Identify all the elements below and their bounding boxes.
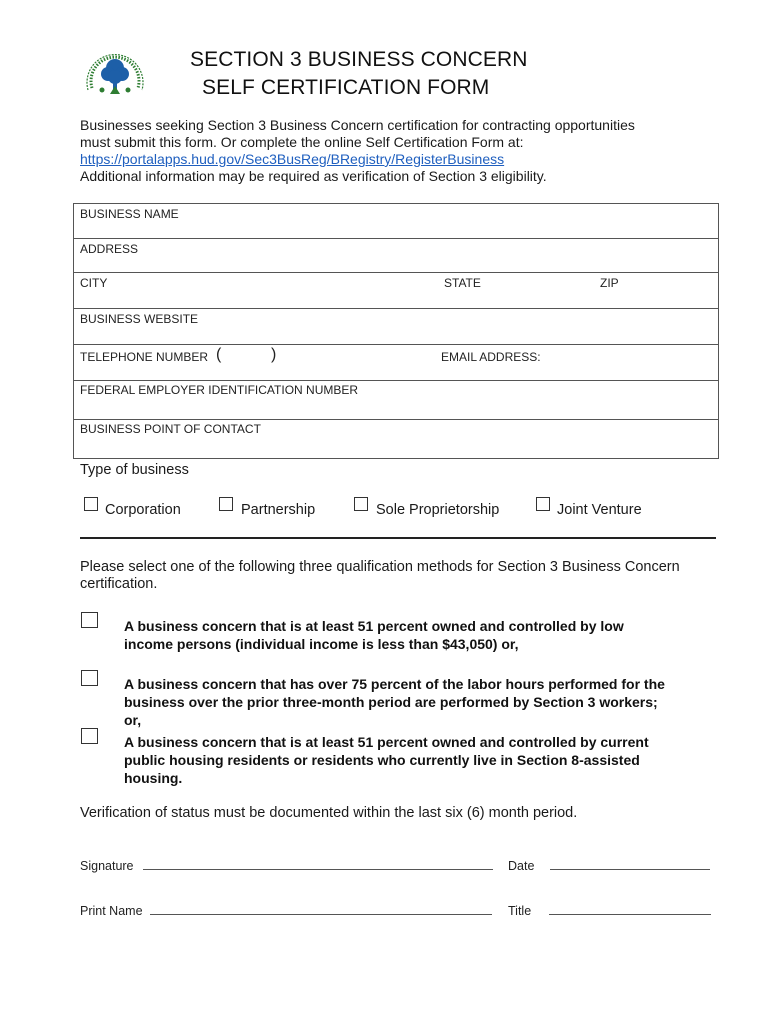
- business-name-field[interactable]: [74, 204, 718, 239]
- point-of-contact-field[interactable]: [74, 420, 718, 460]
- partnership-label: Partnership: [241, 502, 316, 518]
- print-name-line[interactable]: [150, 903, 492, 915]
- website-label: BUSINESS WEBSITE: [80, 312, 199, 326]
- telephone-label: TELEPHONE NUMBER: [80, 350, 209, 364]
- address-field[interactable]: [74, 239, 718, 273]
- phone-email-row: [74, 345, 718, 381]
- title-line[interactable]: [549, 903, 711, 915]
- title-row: [508, 903, 711, 918]
- qualification-intro-line2: certification.: [80, 576, 158, 592]
- zip-label: ZIP: [600, 276, 619, 290]
- qualification-option1-line1: A business concern that is at least 51 percent owned and controlled by low: [124, 618, 624, 634]
- signature-line[interactable]: [143, 858, 493, 870]
- address-label: ADDRESS: [80, 242, 139, 256]
- section-divider: [80, 537, 716, 539]
- qualification-option2-line2: business over the prior three-month period are performed by Section 3 workers;: [124, 694, 658, 710]
- business-info-table: [73, 203, 719, 459]
- qualification-option1-checkbox[interactable]: [81, 612, 98, 628]
- date-row: [508, 858, 710, 873]
- sole-proprietorship-checkbox[interactable]: [354, 497, 368, 511]
- corporation-label: Corporation: [105, 502, 181, 518]
- form-title-line1: SECTION 3 BUSINESS CONCERN: [190, 48, 528, 71]
- title-label: Title: [508, 904, 532, 918]
- qualification-option3-checkbox[interactable]: [81, 728, 98, 744]
- qualification-intro-line1: Please select one of the following three qualification methods for Section 3 Business Concern: [80, 559, 680, 575]
- paren-open: (: [216, 346, 222, 363]
- fein-field[interactable]: [74, 381, 718, 420]
- qualification-option1-line2: income persons (individual income is less than $43,050) or,: [124, 636, 519, 652]
- date-label: Date: [508, 859, 535, 873]
- contact-label: BUSINESS POINT OF CONTACT: [80, 422, 261, 436]
- business-type-label: Type of business: [80, 462, 189, 478]
- business-website-field[interactable]: [74, 309, 718, 345]
- joint-venture-checkbox[interactable]: [536, 497, 550, 511]
- registration-link[interactable]: https://portalapps.hud.gov/Sec3BusReg/BRegistry/RegisterBusiness: [80, 151, 505, 167]
- city-label: CITY: [80, 276, 108, 290]
- date-line[interactable]: [550, 858, 710, 870]
- joint-venture-label: Joint Venture: [557, 502, 642, 518]
- qualification-option3-line3: housing.: [124, 770, 183, 786]
- intro-line1: Businesses seeking Section 3 Business Concern certification for contracting opportunities: [80, 117, 635, 133]
- fein-label: FEDERAL EMPLOYER IDENTIFICATION NUMBER: [80, 383, 359, 397]
- signature-row: [80, 858, 493, 873]
- city-state-zip-row: [74, 273, 718, 309]
- qualification-option3-line1: A business concern that is at least 51 percent owned and controlled by current: [124, 734, 649, 750]
- verification-note: Verification of status must be documented within the last six (6) month period.: [80, 805, 578, 821]
- qualification-option2-line3: or,: [124, 712, 142, 728]
- qualification-option2-line1: A business concern that has over 75 percent of the labor hours performed for the: [124, 676, 665, 692]
- state-label: STATE: [444, 276, 481, 290]
- qualification-option3-line2: public housing residents or residents who currently live in Section 8-assisted: [124, 752, 640, 768]
- intro-line2: must submit this form. Or complete the online Self Certification Form at:: [80, 134, 524, 150]
- signature-label: Signature: [80, 859, 134, 873]
- business-name-label: BUSINESS NAME: [80, 207, 179, 221]
- partnership-checkbox[interactable]: [219, 497, 233, 511]
- sole-proprietorship-label: Sole Proprietorship: [376, 502, 500, 518]
- print-name-row: [80, 903, 492, 918]
- intro-line4: Additional information may be required as verification of Section 3 eligibility.: [80, 168, 547, 184]
- paren-close: ): [271, 346, 277, 363]
- print-name-label: Print Name: [80, 904, 143, 918]
- qualification-option2-checkbox[interactable]: [81, 670, 98, 686]
- form-title-line2: SELF CERTIFICATION FORM: [202, 76, 490, 99]
- email-label: EMAIL ADDRESS:: [441, 350, 541, 364]
- housing-authority-logo: [80, 46, 150, 102]
- corporation-checkbox[interactable]: [84, 497, 98, 511]
